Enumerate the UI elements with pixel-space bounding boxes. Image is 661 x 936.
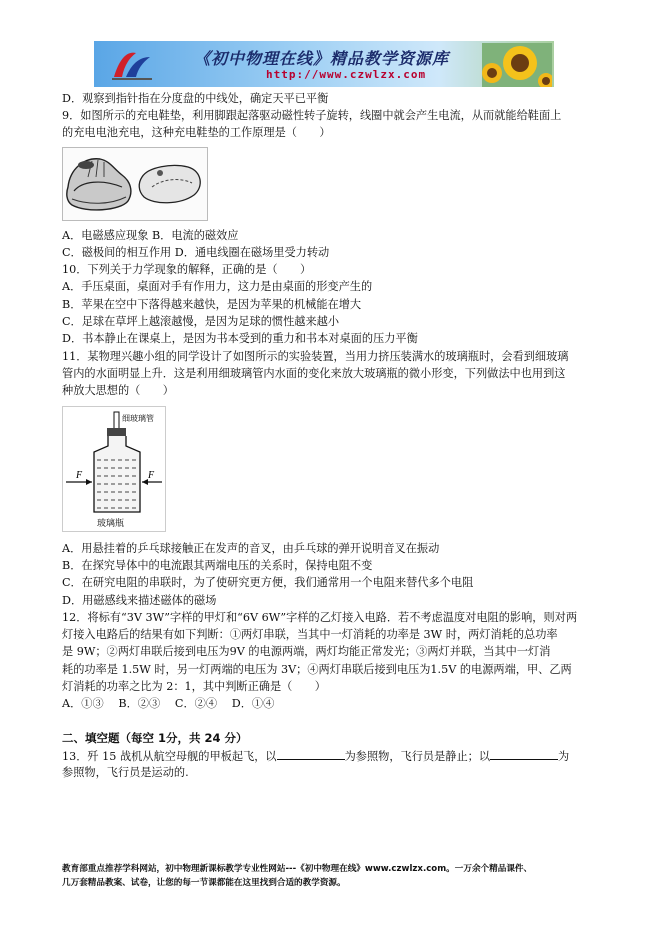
header-banner: [94, 41, 554, 87]
q10-option-c: C．足球在草坪上越滚越慢，是因为足球的惯性越来越小: [62, 315, 340, 328]
q10-option-d: D．书本静止在课桌上，是因为书本受到的重力和书本对桌面的压力平衡: [62, 332, 418, 345]
q12-stem-line1: 12．将标有“3V 3W”字样的甲灯和“6V 6W”字样的乙灯接入电路．若不考虑温度对电阻的影响，则对两: [62, 611, 578, 624]
q11-option-b: B．在探究导体中的电流跟其两端电压的关系时，保持电阻不变: [62, 559, 373, 572]
q12-options: A．①③ B．②③ C．②④ D．①④: [62, 697, 275, 710]
tube-label: 细玻璃管: [122, 414, 154, 423]
q11-stem-line2: 管内的水面明显上升．这是利用细玻璃管内水面的变化来放大玻璃瓶的微小形变，下列做法中也用到这: [62, 367, 566, 380]
q11-option-a: A．用悬挂着的乒乓球接触正在发声的音叉，由乒乓球的弹开说明音叉在振动: [62, 542, 440, 555]
footer-line1: 教育部重点推荐学科网站，初中物理新课标教学专业性网站---《初中物理在线》www.czwlzx.com。一万余个精品课件、: [62, 864, 533, 874]
site-logo-icon: [110, 47, 154, 81]
q10-stem: 10．下列关于力学现象的解释，正确的是（ ）: [62, 263, 312, 276]
q12-stem-line2: 灯接入电路后的结果有如下判断：①两灯串联，当其中一灯消耗的功率是 3W 时，两灯消耗的总功率: [62, 628, 558, 641]
q11-option-d: D．用磁感线来描述磁体的磁场: [62, 594, 217, 607]
banner-title: 《初中物理在线》精品教学资源库: [194, 49, 450, 68]
footer-line2: 几万套精品教案、试卷，让您的每一节课都能在这里找到合适的教学资源。: [62, 878, 346, 888]
q13-line2: 参照物，飞行员是运动的.: [62, 766, 189, 779]
banner-url[interactable]: http://www.czwlzx.com: [266, 68, 427, 81]
force-label-right: F: [148, 470, 155, 481]
q13-text-part2: 为参照物，飞行员是静止；以: [344, 750, 491, 763]
glass-bottle-figure: [62, 406, 166, 532]
q13-text-part1: 13．歼 15 战机从航空母舰的甲板起飞，以: [62, 750, 277, 763]
q10-option-b: B．苹果在空中下落得越来越快，是因为苹果的机械能在增大: [62, 298, 362, 311]
q11-stem-line3: 种放大思想的（ ）: [62, 384, 174, 397]
force-label-left: F: [76, 470, 83, 481]
q8-option-d: D．观察到指针指在分度盘的中线处，确定天平已平衡: [62, 92, 329, 105]
bottle-label: 玻璃瓶: [97, 519, 125, 529]
q13-line1: [62, 748, 569, 764]
q9-option-ab: A．电磁感应现象 B．电流的磁效应: [62, 229, 239, 242]
q12-stem-line5: 灯消耗的功率之比为 2：1，其中判断正确是（ ）: [62, 680, 326, 693]
q12-stem-line3: 是 9W；②两灯串联后接到电压为9V 的电源两端，两灯均能正常发光；③两灯并联，当其中一灯消: [62, 645, 551, 658]
q13-text-part3: 为: [558, 750, 570, 763]
q10-option-a: A．手压桌面，桌面对手有作用力，这力是由桌面的形变产生的: [62, 280, 373, 293]
q9-stem-line1: 9．如图所示的充电鞋垫，利用脚跟起落驱动磁性转子旋转，线圈中就会产生电流，从而就能给鞋面上: [62, 109, 562, 122]
q9-option-cd: C．磁极间的相互作用 D．通电线圈在磁场里受力转动: [62, 246, 330, 259]
section-fill-in-title: 二、填空题（每空 1分，共 24 分）: [62, 731, 248, 745]
sunflower-icon: [482, 43, 552, 87]
q13-blank-1[interactable]: [277, 748, 345, 760]
q9-stem-line2: 的充电电池充电，这种充电鞋垫的工作原理是（ ）: [62, 126, 331, 139]
q11-stem-line1: 11．某物理兴趣小组的同学设计了如图所示的实验装置，当用力挤压装满水的玻璃瓶时，会看到细玻璃: [62, 350, 569, 363]
q11-option-c: C．在研究电阻的串联时，为了使研究更方便，我们通常用一个电阻来替代多个电阻: [62, 576, 474, 589]
q13-blank-2[interactable]: [490, 748, 558, 760]
q12-stem-line4: 耗的功率是 1.5W 时，另一灯两端的电压为 3V；④两灯串联后接到电压为1.5V 的电源两端，甲、乙两: [62, 663, 572, 676]
charging-insole-figure: [62, 147, 208, 221]
